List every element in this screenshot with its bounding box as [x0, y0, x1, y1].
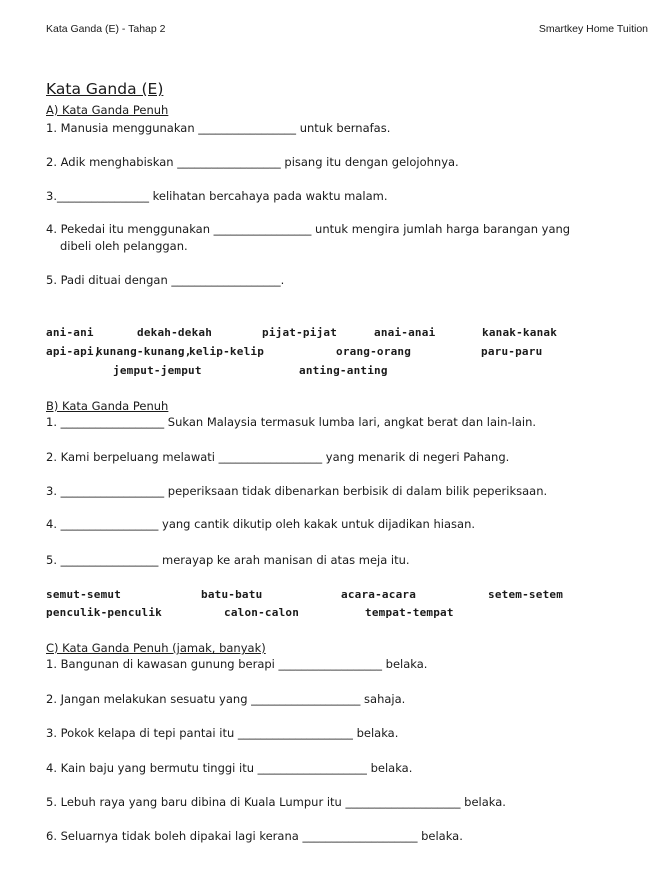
- word-option: semut-semut: [46, 588, 122, 601]
- question-b3: 3. __________________ peperiksaan tidak dibenarkan berbisik di dalam bilik peperiksaan.: [46, 484, 548, 498]
- word-option: setem-setem: [488, 588, 564, 601]
- question-c4: 4. Kain baju yang bermutu tinggi itu ___________________ belaka.: [46, 761, 413, 775]
- word-option: batu-batu: [201, 588, 263, 601]
- section-a-title: A) Kata Ganda Penuh: [46, 103, 169, 117]
- question-a3: 3.________________ kelihatan bercahaya pada waktu malam.: [46, 189, 388, 203]
- word-option: ani-ani: [46, 326, 94, 339]
- word-option: kanak-kanak: [482, 326, 558, 339]
- header-left: Kata Ganda (E) - Tahap 2: [46, 23, 166, 35]
- question-c1: 1. Bangunan di kawasan gunung berapi __________________ belaka.: [46, 657, 428, 671]
- word-option: acara-acara: [341, 588, 417, 601]
- word-option: anai-anai: [374, 326, 436, 339]
- word-option: tempat-tempat: [365, 606, 454, 619]
- question-a5: 5. Padi dituai dengan ___________________.: [46, 273, 285, 287]
- word-option: calon-calon: [224, 606, 300, 619]
- section-b-title: B) Kata Ganda Penuh: [46, 399, 169, 413]
- page-title: Kata Ganda (E): [46, 80, 164, 98]
- question-b4: 4. _________________ yang cantik dikutip oleh kakak untuk dijadikan hiasan.: [46, 517, 476, 531]
- word-option: jemput-jemput: [113, 364, 202, 377]
- question-c5: 5. Lebuh raya yang baru dibina di Kuala Lumpur itu ____________________ belaka.: [46, 795, 506, 809]
- question-c3: 3. Pokok kelapa di tepi pantai itu ____________________ belaka.: [46, 726, 399, 740]
- question-c2: 2. Jangan melakukan sesuatu yang ___________________ sahaja.: [46, 692, 406, 706]
- header-right: Smartkey Home Tuition: [538, 23, 648, 35]
- word-option: orang-orang: [336, 345, 412, 358]
- word-option: anting-anting: [299, 364, 388, 377]
- question-c6: 6. Seluarnya tidak boleh dipakai lagi kerana ____________________ belaka.: [46, 829, 463, 843]
- question-a2: 2. Adik menghabiskan __________________ pisang itu dengan gelojohnya.: [46, 155, 459, 169]
- word-option: pijat-pijat: [262, 326, 338, 339]
- word-option: dekah-dekah: [137, 326, 213, 339]
- question-a4: 4. Pekedai itu menggunakan _________________ untuk mengira jumlah harga barangan yang: [46, 222, 571, 236]
- section-c-title: C) Kata Ganda Penuh (jamak, banyak): [46, 641, 266, 655]
- question-b5: 5. _________________ merayap ke arah manisan di atas meja itu.: [46, 553, 410, 567]
- word-option: kelip-kelip: [189, 345, 265, 358]
- word-option: kunang-kunang,: [96, 345, 192, 358]
- word-option: paru-paru: [481, 345, 543, 358]
- question-a1: 1. Manusia menggunakan _________________ untuk bernafas.: [46, 121, 391, 135]
- word-option: penculik-penculik: [46, 606, 162, 619]
- word-option: api-api,: [46, 345, 101, 358]
- question-a4-continued: dibeli oleh pelanggan.: [60, 239, 188, 253]
- question-b2: 2. Kami berpeluang melawati __________________ yang menarik di negeri Pahang.: [46, 450, 510, 464]
- question-b1: 1. __________________ Sukan Malaysia termasuk lumba lari, angkat berat dan lain-lain.: [46, 415, 537, 429]
